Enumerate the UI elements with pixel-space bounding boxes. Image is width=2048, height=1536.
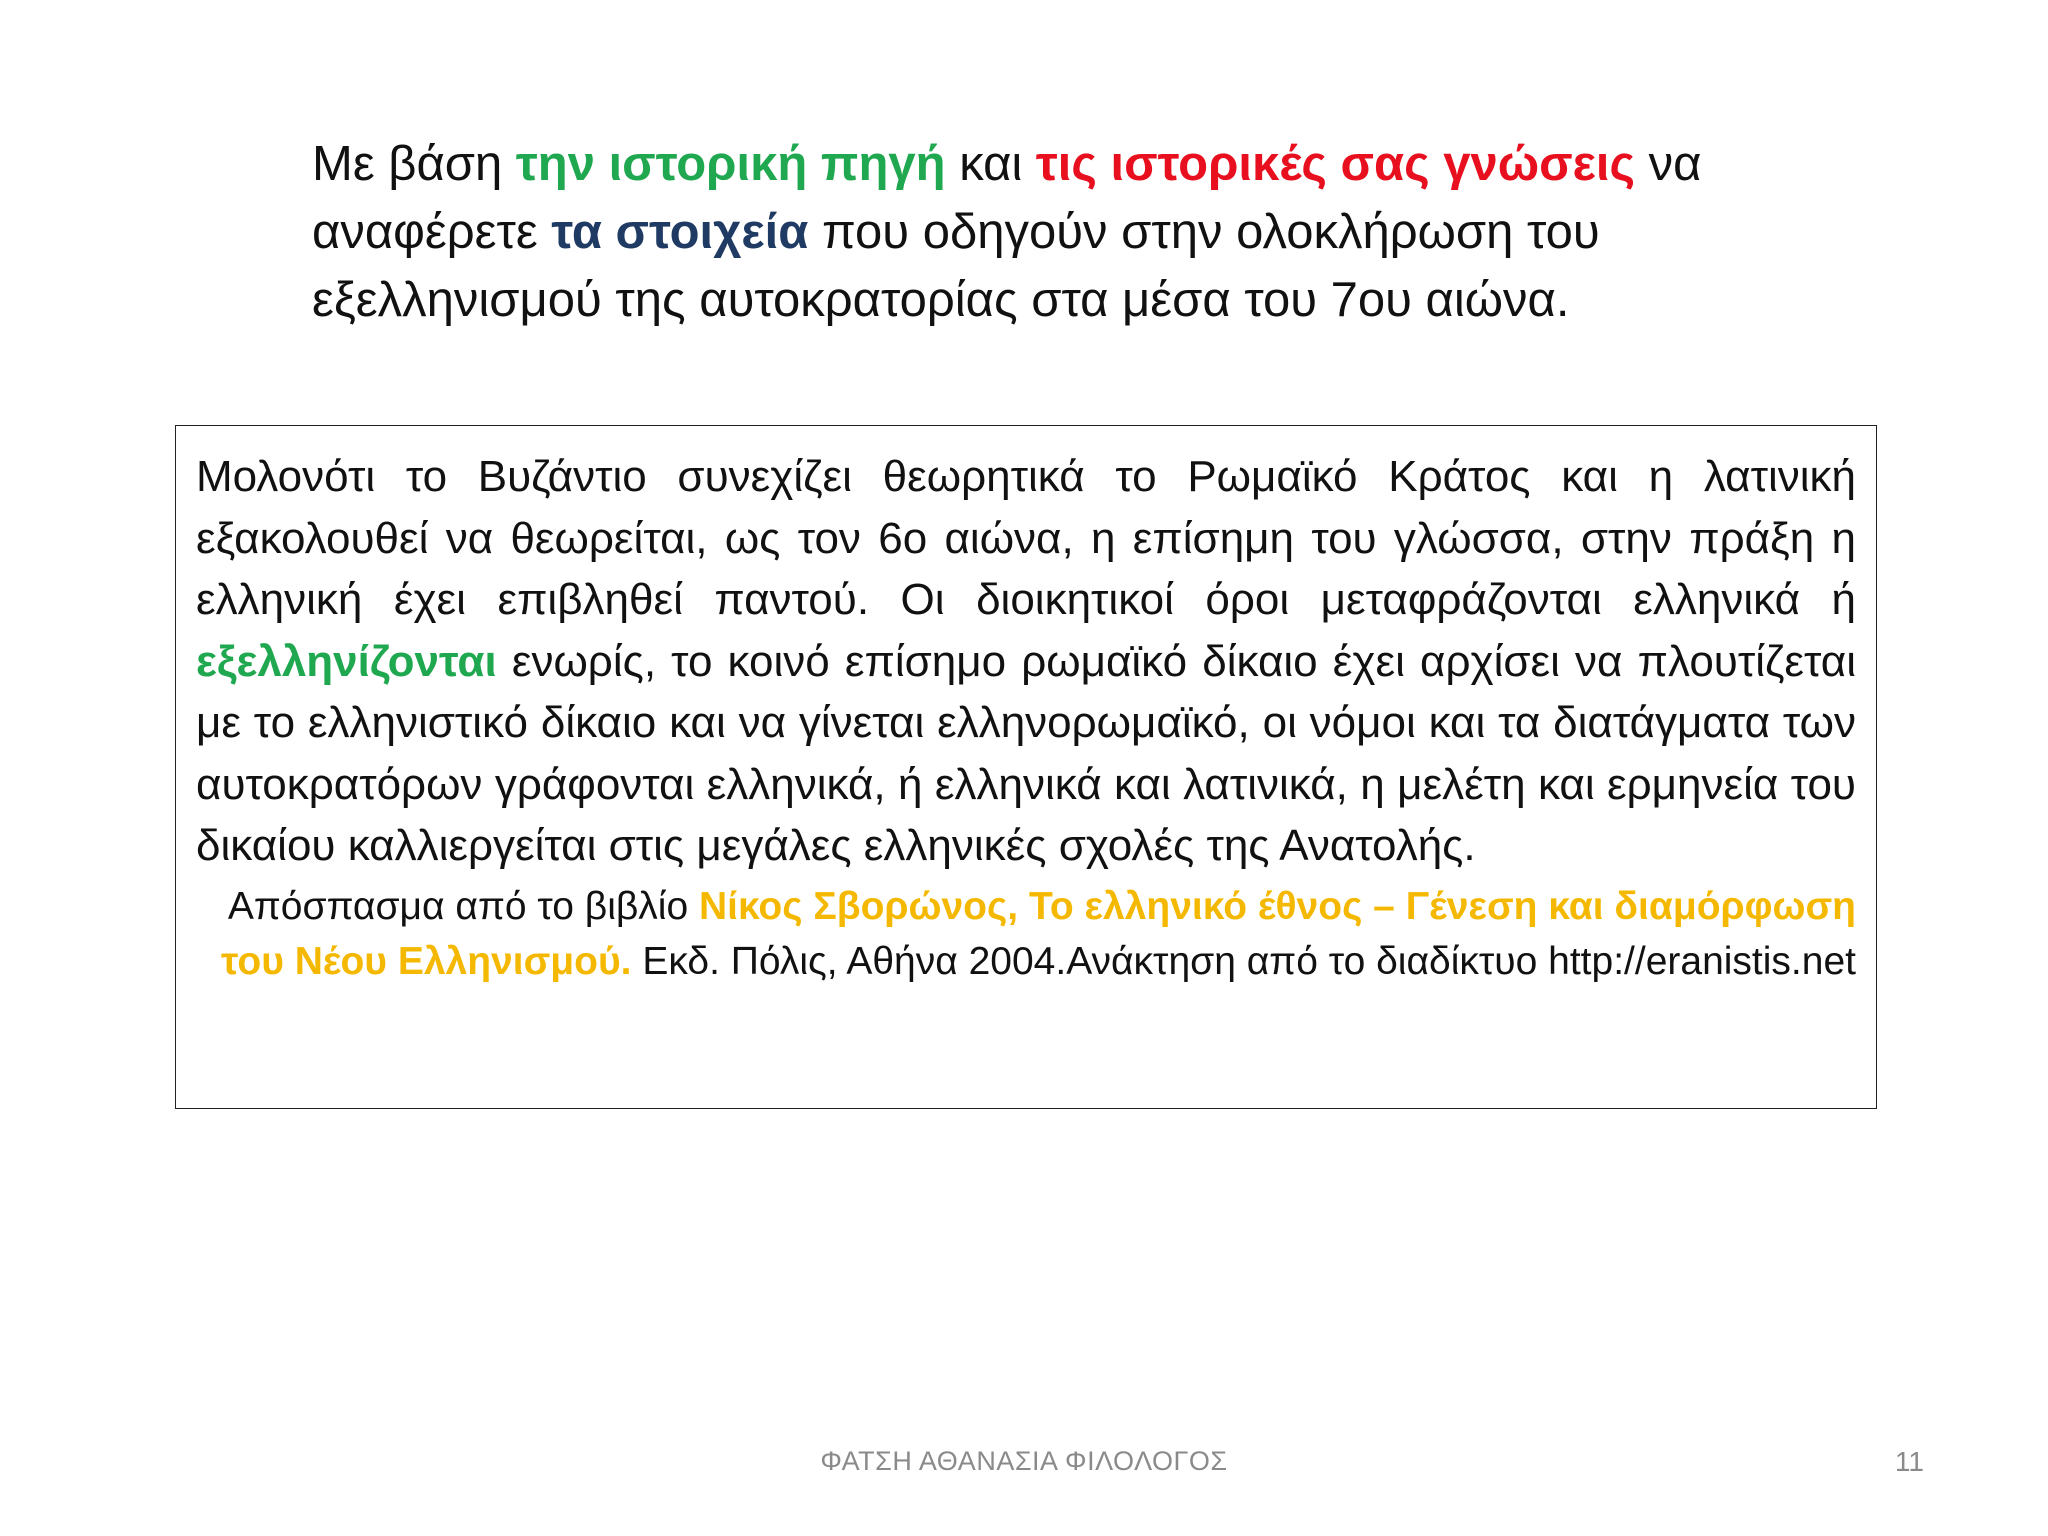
- question-part-1: Με βάση: [312, 137, 516, 191]
- source-text-after: ενωρίς, το κοινό επίσημο ρωμαϊκό δίκαιο έχει αρχίσει να πλουτίζεται με το ελληνιστικό δίκαιο και να γίνεται ελληνορωμαϊκό, οι νόμοι και τα διατάγματα των αυτοκρατόρων γράφονται ελληνικά, ή ελληνικά και λατινικά, η μελέτη και ερμηνεία του δικαίου καλλιεργείται στις μεγάλες ελληνικές σχολές της Ανατολής.: [196, 636, 1856, 870]
- question-part-3: να αναφέρετε: [312, 137, 1702, 259]
- citation-prefix: Απόσπασμα από το βιβλίο: [227, 884, 699, 928]
- source-citation: [196, 879, 1856, 989]
- page-number: 11: [1894, 1446, 1924, 1477]
- highlight-historical-source: την ιστορική πηγή: [515, 137, 946, 191]
- footer-author: ΦΑΤΣΗ ΑΘΑΝΑΣΙΑ ΦΙΛΟΛΟΓΟΣ: [820, 1446, 1228, 1476]
- source-text-before: Μολονότι το Βυζάντιο συνεχίζει θεωρητικά το Ρωμαϊκό Κράτος και η λατινική εξακολουθεί να θεωρείται, ως τον 6ο αιώνα, η επίσημη του γλώσσα, στην πράξη η ελληνική έχει επιβληθεί παντού. Οι διοικητικοί όροι μεταφράζονται ελληνικά ή: [196, 452, 1856, 624]
- source-excerpt-text: [196, 446, 1856, 877]
- question-part-2: και: [945, 137, 1036, 191]
- source-excerpt-box: [175, 425, 1877, 1109]
- highlight-hellenized: εξελληνίζονται: [196, 636, 497, 686]
- question-text: [312, 130, 1732, 334]
- citation-suffix: Εκδ. Πόλις, Αθήνα 2004.Ανάκτηση από το διαδίκτυο http://eranistis.net: [631, 939, 1856, 983]
- highlight-elements: τα στοιχεία: [551, 205, 809, 259]
- highlight-historical-knowledge: τις ιστορικές σας γνώσεις: [1035, 137, 1636, 191]
- question-part-4: που οδηγούν στην ολοκλήρωση του εξελληνισμού της αυτοκρατορίας στα μέσα του 7ου αιώνα.: [312, 205, 1600, 327]
- citation-book-title: Νίκος Σβορώνος, Το ελληνικό έθνος – Γένεση και διαμόρφωση του Νέου Ελληνισμού.: [221, 884, 1856, 983]
